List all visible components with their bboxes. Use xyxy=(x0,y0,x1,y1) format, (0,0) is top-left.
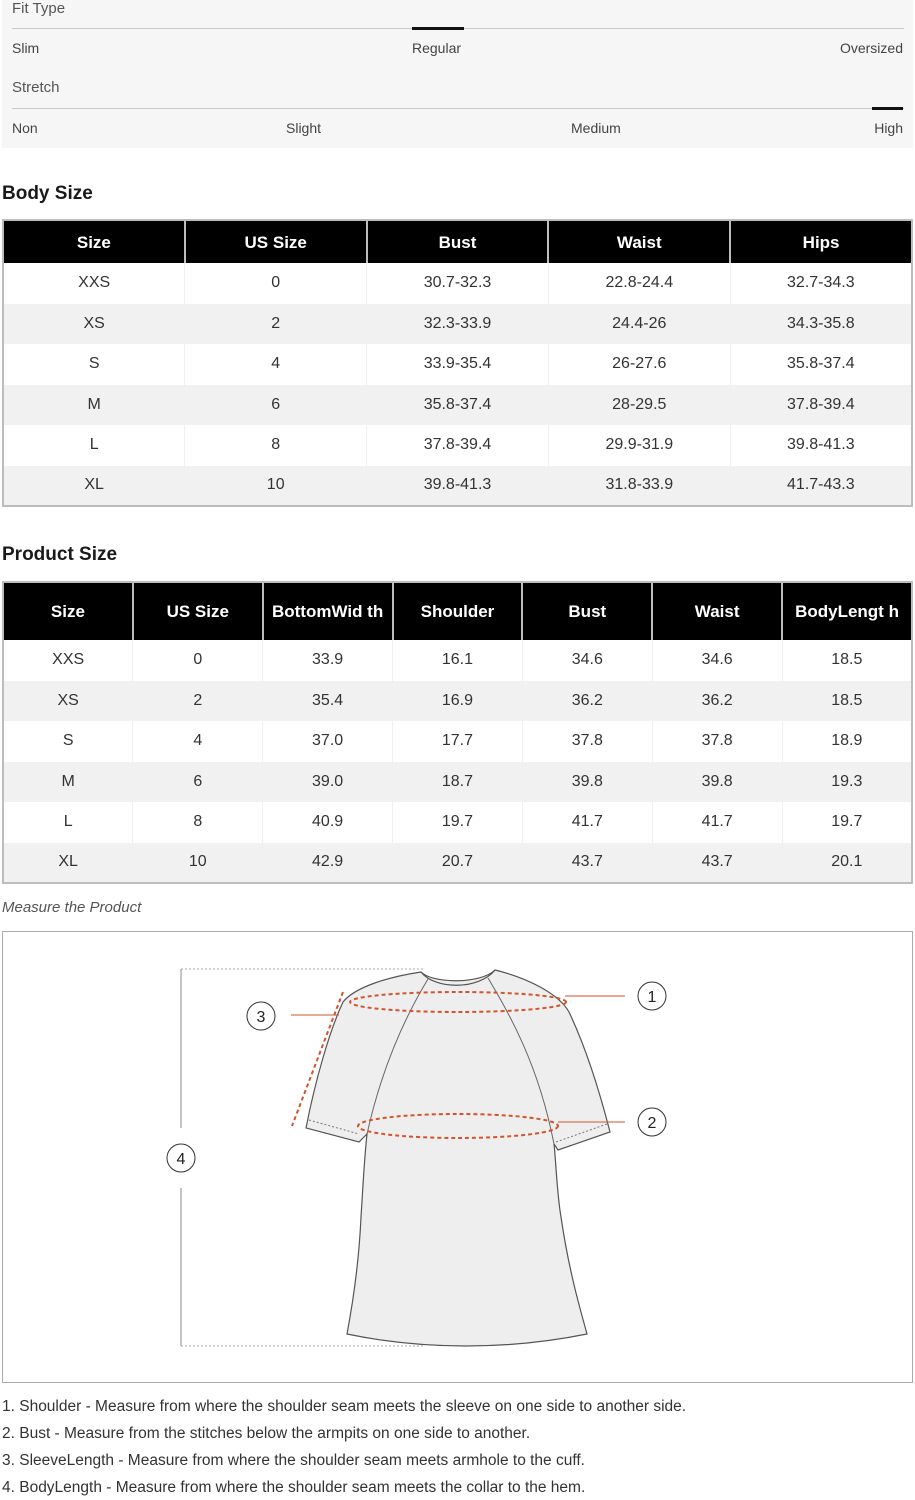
table-header-row xyxy=(3,582,912,640)
table-cell: M xyxy=(3,385,185,426)
table-cell: XS xyxy=(3,681,133,722)
stretch-label-slight: Slight xyxy=(286,120,322,136)
table-cell: M xyxy=(3,762,133,803)
table-cell: 39.8 xyxy=(522,762,652,803)
fit-type-marker xyxy=(412,27,464,30)
table-cell: L xyxy=(3,802,133,843)
header-body-length: BodyLengt h xyxy=(782,582,912,640)
header-us-size: US Size xyxy=(185,220,367,263)
callout-4 xyxy=(167,1144,195,1172)
measure-diagram xyxy=(2,931,913,1383)
table-row xyxy=(3,802,912,843)
table-row xyxy=(3,843,912,884)
table-cell: 31.8-33.9 xyxy=(548,466,730,507)
note-shoulder: 1. Shoulder - Measure from where the shoulder seam meets the sleeve on one side to another side. xyxy=(2,1398,687,1415)
table-cell: 20.7 xyxy=(393,843,523,884)
table-cell: 20.1 xyxy=(782,843,912,884)
svg-text:3: 3 xyxy=(256,1009,266,1026)
table-row xyxy=(3,466,912,507)
table-cell: 18.7 xyxy=(393,762,523,803)
table-cell: 19.3 xyxy=(782,762,912,803)
table-cell: 8 xyxy=(133,802,263,843)
table-cell: 2 xyxy=(185,304,367,345)
callout-3 xyxy=(247,1002,275,1030)
table-cell: 34.3-35.8 xyxy=(730,304,912,345)
table-cell: 0 xyxy=(185,263,367,304)
table-cell: 8 xyxy=(185,425,367,466)
note-sleeve-length: 3. SleeveLength - Measure from where the shoulder seam meets armhole to the cuff. xyxy=(2,1452,585,1469)
tshirt-diagram xyxy=(3,932,912,1382)
table-cell: 19.7 xyxy=(782,802,912,843)
stretch-scale xyxy=(12,108,904,109)
table-row xyxy=(3,640,912,681)
note-body-length: 4. BodyLength - Measure from where the shoulder seam meets the collar to the hem. xyxy=(2,1479,586,1496)
table-cell: L xyxy=(3,425,185,466)
table-cell: 32.7-34.3 xyxy=(730,263,912,304)
svg-text:2: 2 xyxy=(647,1115,657,1132)
header-bust: Bust xyxy=(522,582,652,640)
header-waist: Waist xyxy=(548,220,730,263)
table-row xyxy=(3,681,912,722)
table-row xyxy=(3,425,912,466)
table-cell: 33.9-35.4 xyxy=(367,344,549,385)
table-cell: 33.9 xyxy=(263,640,393,681)
measurement-notes xyxy=(2,1396,913,1500)
table-cell: 29.9-31.9 xyxy=(548,425,730,466)
svg-text:1: 1 xyxy=(647,989,657,1006)
table-cell: 4 xyxy=(133,721,263,762)
header-size: Size xyxy=(3,220,185,263)
table-cell: 35.8-37.4 xyxy=(367,385,549,426)
measure-caption: Measure the Product xyxy=(2,899,142,916)
fit-type-title: Fit Type xyxy=(12,0,66,17)
table-cell: 43.7 xyxy=(522,843,652,884)
table-cell: 37.8 xyxy=(522,721,652,762)
stretch-label-high: High xyxy=(874,120,903,136)
table-row xyxy=(3,721,912,762)
table-header-row xyxy=(3,220,912,263)
table-cell: 41.7 xyxy=(522,802,652,843)
table-cell: 18.5 xyxy=(782,640,912,681)
table-cell: 19.7 xyxy=(393,802,523,843)
table-cell: XXS xyxy=(3,640,133,681)
table-row xyxy=(3,344,912,385)
note-bust: 2. Bust - Measure from the stitches below the armpits on one side to another. xyxy=(2,1425,531,1442)
table-row xyxy=(3,304,912,345)
callout-1 xyxy=(638,982,666,1010)
table-cell: XS xyxy=(3,304,185,345)
table-cell: 16.1 xyxy=(393,640,523,681)
body-size-table xyxy=(2,219,913,507)
table-cell: 41.7-43.3 xyxy=(730,466,912,507)
table-cell: 37.0 xyxy=(263,721,393,762)
body-size-title: Body Size xyxy=(2,183,93,204)
table-cell: 10 xyxy=(133,843,263,884)
table-cell: 28-29.5 xyxy=(548,385,730,426)
table-cell: 39.0 xyxy=(263,762,393,803)
fit-type-label-regular: Regular xyxy=(412,40,462,56)
table-cell: 24.4-26 xyxy=(548,304,730,345)
table-cell: 34.6 xyxy=(522,640,652,681)
fit-panel xyxy=(2,0,913,148)
fit-type-label-oversized: Oversized xyxy=(839,40,903,56)
product-size-table xyxy=(2,581,913,884)
table-row xyxy=(3,263,912,304)
table-cell: 35.4 xyxy=(263,681,393,722)
header-size: Size xyxy=(3,582,133,640)
stretch-label-medium: Medium xyxy=(571,120,621,136)
table-cell: 39.8-41.3 xyxy=(367,466,549,507)
table-cell: 37.8 xyxy=(652,721,782,762)
table-cell: 36.2 xyxy=(652,681,782,722)
table-cell: 2 xyxy=(133,681,263,722)
header-shoulder: Shoulder xyxy=(393,582,523,640)
callout-2 xyxy=(638,1108,666,1136)
tshirt-shape xyxy=(306,970,610,1346)
table-cell: 0 xyxy=(133,640,263,681)
table-row xyxy=(3,385,912,426)
table-cell: S xyxy=(3,721,133,762)
table-cell: 18.5 xyxy=(782,681,912,722)
table-cell: 35.8-37.4 xyxy=(730,344,912,385)
table-cell: 6 xyxy=(185,385,367,426)
table-cell: 17.7 xyxy=(393,721,523,762)
table-cell: 34.6 xyxy=(652,640,782,681)
table-cell: 10 xyxy=(185,466,367,507)
table-cell: 39.8 xyxy=(652,762,782,803)
table-cell: 41.7 xyxy=(652,802,782,843)
table-cell: 6 xyxy=(133,762,263,803)
table-cell: S xyxy=(3,344,185,385)
header-bottom-width: BottomWid th xyxy=(263,582,393,640)
product-size-title: Product Size xyxy=(2,544,118,565)
table-cell: 37.8-39.4 xyxy=(730,385,912,426)
table-cell: 42.9 xyxy=(263,843,393,884)
table-cell: 32.3-33.9 xyxy=(367,304,549,345)
header-waist: Waist xyxy=(652,582,782,640)
stretch-title: Stretch xyxy=(12,79,60,96)
table-cell: 43.7 xyxy=(652,843,782,884)
table-cell: XL xyxy=(3,843,133,884)
fit-type-label-slim: Slim xyxy=(12,40,40,56)
table-cell: 40.9 xyxy=(263,802,393,843)
table-cell: 36.2 xyxy=(522,681,652,722)
table-cell: XXS xyxy=(3,263,185,304)
stretch-label-non: Non xyxy=(12,120,38,136)
table-cell: 30.7-32.3 xyxy=(367,263,549,304)
table-cell: 4 xyxy=(185,344,367,385)
table-cell: 16.9 xyxy=(393,681,523,722)
table-cell: 26-27.6 xyxy=(548,344,730,385)
table-cell: XL xyxy=(3,466,185,507)
table-cell: 37.8-39.4 xyxy=(367,425,549,466)
stretch-marker xyxy=(872,107,903,110)
table-cell: 18.9 xyxy=(782,721,912,762)
table-cell: 22.8-24.4 xyxy=(548,263,730,304)
table-cell: 39.8-41.3 xyxy=(730,425,912,466)
header-us-size: US Size xyxy=(133,582,263,640)
svg-text:4: 4 xyxy=(176,1151,186,1168)
header-bust: Bust xyxy=(367,220,549,263)
header-hips: Hips xyxy=(730,220,912,263)
table-row xyxy=(3,762,912,803)
